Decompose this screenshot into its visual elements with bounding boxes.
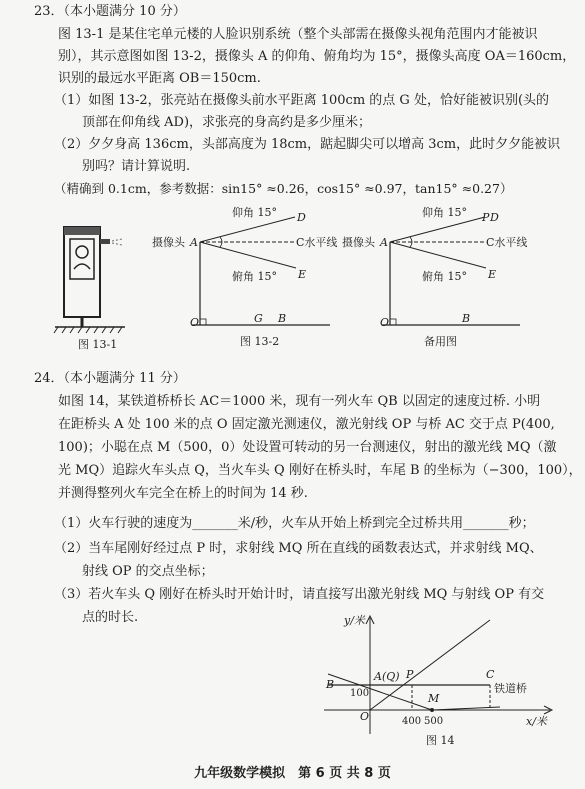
label-down-angle: 俯角 15° bbox=[232, 270, 277, 283]
label-A: A bbox=[190, 236, 198, 249]
label-A-2: A bbox=[380, 236, 388, 249]
label-D: D bbox=[297, 211, 306, 224]
q24-line-2: 在距桥头 A 处 100 米的点 O 固定激光测速仪，激光射线 OP 与桥 AC 交于点 P(400, bbox=[58, 417, 555, 432]
face-icon bbox=[76, 246, 88, 258]
label-P-fig14: P bbox=[406, 668, 414, 681]
q24-part3-line-2: 点的时长. bbox=[82, 610, 139, 625]
face-shoulders bbox=[74, 264, 90, 269]
right-angle-mark bbox=[200, 319, 206, 325]
panel-screen bbox=[70, 239, 94, 279]
label-D-2: D bbox=[490, 211, 499, 224]
label-100: 100 bbox=[350, 688, 370, 699]
figure-13-1 bbox=[30, 215, 170, 355]
q23-part2-line-2: 别吗？请计算说明. bbox=[82, 159, 191, 174]
fig13-1-caption: 图 13-1 bbox=[78, 338, 118, 351]
label-O-2: O bbox=[380, 316, 390, 329]
q24-part2-line-2: 射线 OP 的交点坐标； bbox=[82, 564, 214, 579]
q23-part1-line-2: 顶部在仰角线 AD)，求张亮的身高约是多少厘米； bbox=[82, 115, 372, 130]
label-camera: 摄像头 bbox=[152, 236, 185, 249]
page-footer: 九年级数学模拟 第 6 页 共 8 页 bbox=[194, 766, 391, 781]
q24-part1: （1）火车行驶的速度为_______米/秒，火车从开始上桥到完全过桥共用_______秒； bbox=[54, 516, 535, 531]
label-C-fig14: C bbox=[486, 668, 495, 681]
label-up-angle: 仰角 15° bbox=[232, 206, 277, 219]
q23-note: （精确到 0.1cm，参考数据：sin15° ≈0.26，cos15° ≈0.97，tan15° ≈0.27） bbox=[54, 181, 513, 196]
q24-part2-line-1: （2）当车尾刚好经过点 P 时，求射线 MQ 所在直线的函数表达式，并求射线 MQ、 bbox=[54, 541, 543, 556]
tick-500: 500 bbox=[424, 716, 444, 727]
q23-header: 23．（本小题满分 10 分） bbox=[34, 4, 186, 19]
label-M-fig14: M bbox=[428, 692, 440, 705]
fig13-2-caption: 图 13-2 bbox=[240, 335, 280, 348]
ray-AE bbox=[200, 242, 296, 268]
q23-part1-line-1: （1）如图 13-2，张亮站在摄像头前水平距离 100cm 的点 G 处，恰好能被识别(头的 bbox=[54, 93, 550, 108]
label-AQ: A(Q) bbox=[374, 670, 400, 683]
label-B-fig14: B bbox=[326, 678, 335, 691]
point-M bbox=[430, 708, 434, 712]
figure-backup bbox=[340, 200, 560, 350]
axis-y-label: y/米 bbox=[344, 614, 365, 627]
backup-caption: 备用图 bbox=[424, 335, 457, 348]
figure-13-2 bbox=[150, 200, 350, 350]
label-B: B bbox=[278, 312, 287, 325]
tick-400: 400 bbox=[402, 716, 422, 727]
label-horizontal-2: C水平线 bbox=[486, 236, 528, 249]
label-down-angle-2: 俯角 15° bbox=[422, 270, 467, 283]
label-P: P bbox=[482, 211, 490, 224]
q23-line-2: 别），其示意图如图 13-2，摄像头 A 的仰角、俯角均为 15°，摄像头高度 OA＝160cm， bbox=[58, 49, 576, 64]
q23-part2-line-1: （2）夕夕身高 136cm，头部高度为 18cm，踮起脚尖可以增高 3cm，此时夕夕能被识 bbox=[54, 137, 561, 152]
camera-lens bbox=[100, 239, 110, 244]
label-up-angle-2: 仰角 15° bbox=[422, 206, 467, 219]
label-bridge: 铁道桥 bbox=[494, 682, 527, 695]
label-O: O bbox=[190, 316, 200, 329]
ray-AD bbox=[200, 217, 295, 242]
q23-line-1: 图 13-1 是某住宅单元楼的人脸识别系统（整个头部需在摄像头视角范围内才能被识 bbox=[58, 27, 538, 42]
label-camera-2: 摄像头 bbox=[342, 236, 375, 249]
axis-x-label: x/米 bbox=[526, 715, 547, 728]
label-G: G bbox=[254, 312, 263, 325]
label-O-fig14: O bbox=[360, 710, 370, 723]
panel-top-bar bbox=[64, 227, 100, 235]
label-horizontal: C水平线 bbox=[296, 236, 338, 249]
label-B-2: B bbox=[462, 312, 471, 325]
q24-line-5: 并测得整列火车完全在桥上的时间为 14 秒. bbox=[58, 486, 308, 501]
q23-line-3: 识别的最远水平距离 OB＝150cm. bbox=[58, 71, 261, 86]
q24-header: 24．（本小题满分 11 分） bbox=[34, 371, 186, 386]
q24-line-3: 100)；小聪在点 M（500，0）处设置可转动的另一台测速仪，射出的激光线 MQ（激 bbox=[58, 440, 557, 455]
fig14-caption: 图 14 bbox=[426, 734, 455, 747]
q24-line-1: 如图 14，某铁道桥桥长 AC＝1000 米，现有一列火车 QB 以固定的速度过桥. 小明 bbox=[58, 394, 541, 409]
q24-part3-line-1: （3）若火车头 Q 刚好在桥头时开始计时，请直接写出激光射线 MQ 与射线 OP 有交 bbox=[54, 587, 545, 602]
figure-14 bbox=[320, 612, 575, 752]
label-E: E bbox=[298, 268, 307, 281]
q24-line-4: 光 MQ）追踪火车头点 Q，当火车头 Q 刚好在桥头时，车尾 B 的坐标为（−300，100）， bbox=[58, 463, 582, 478]
label-E-2: E bbox=[488, 268, 497, 281]
